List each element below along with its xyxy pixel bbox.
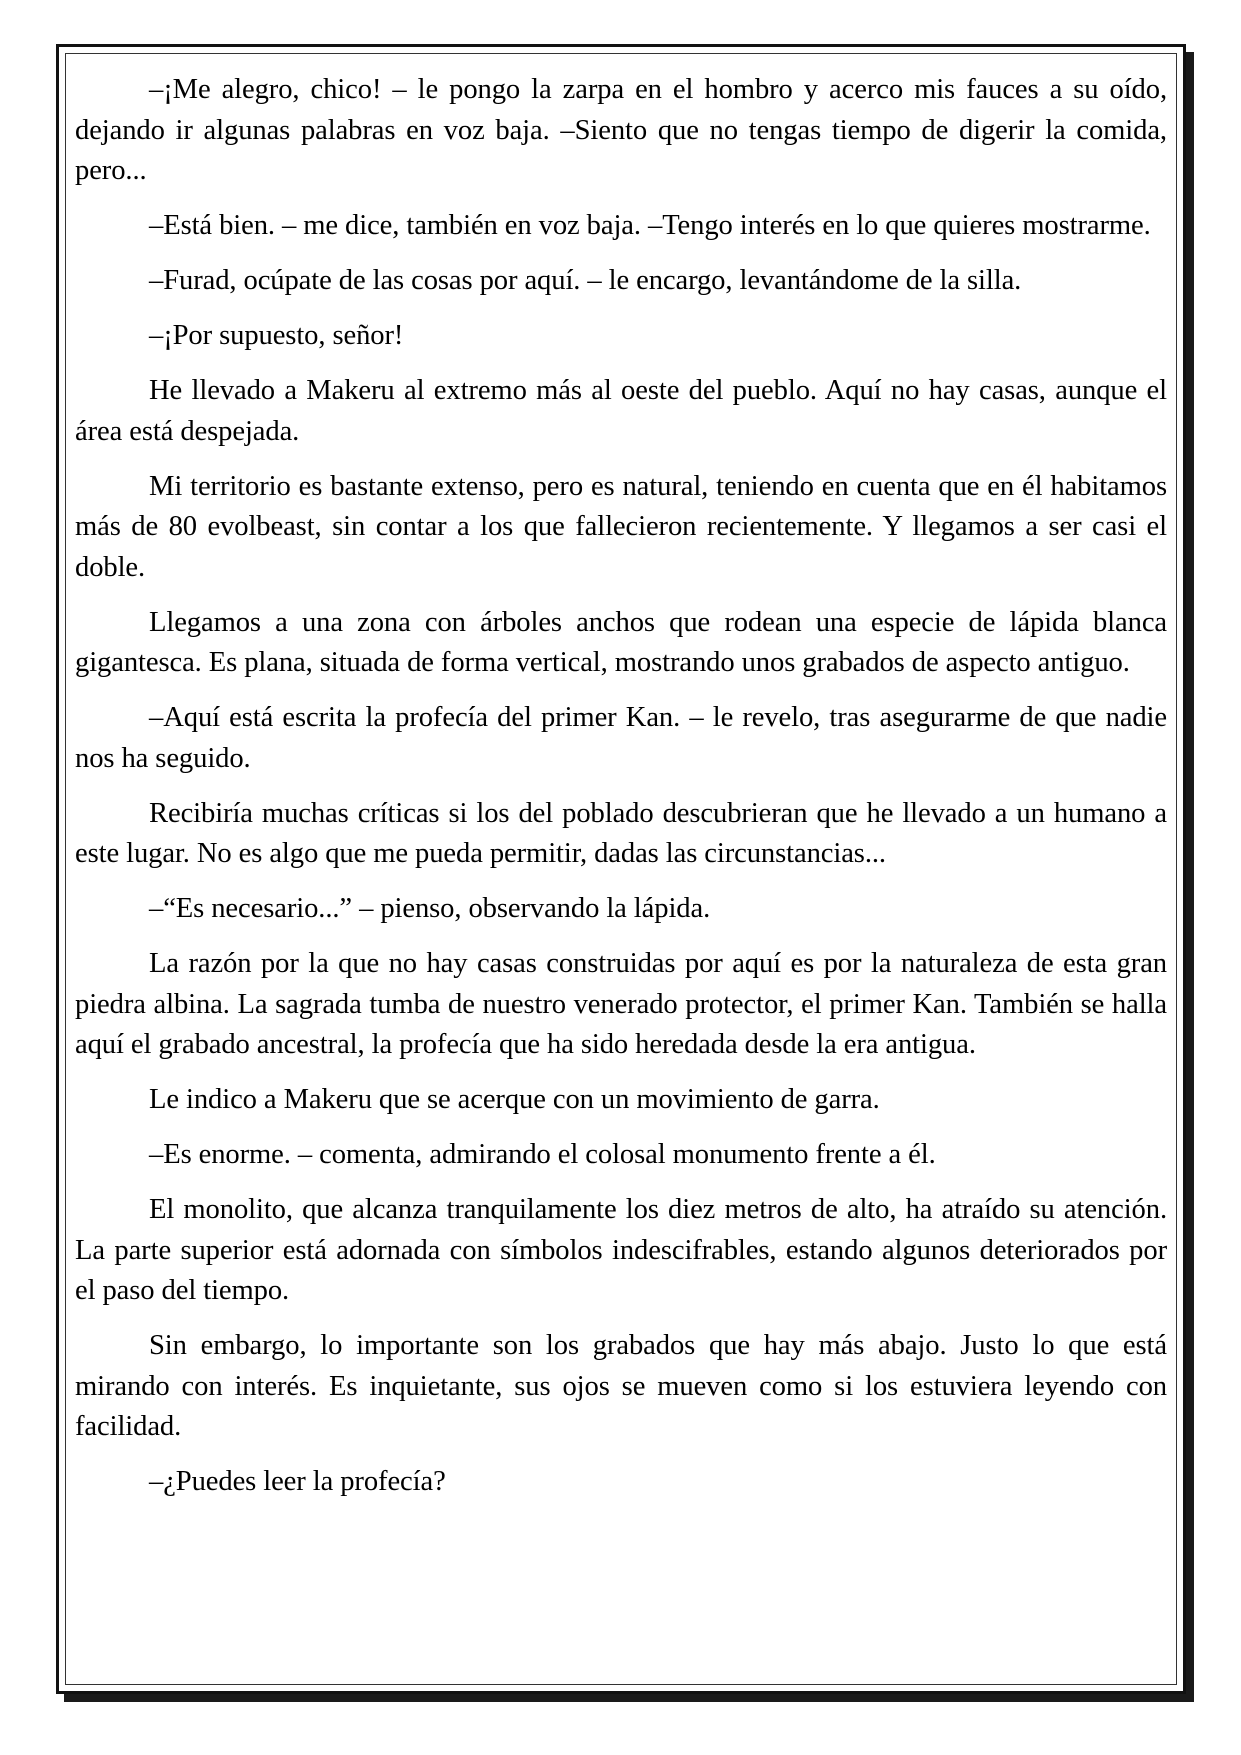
paragraph: –¿Puedes leer la profecía? [149, 1466, 446, 1497]
paragraph: He llevado a Makeru al extremo más al oeste del pueblo. Aquí no hay casas, aunque el área está despejada. [75, 375, 1167, 447]
paragraph: La razón por la que no hay casas construidas por aquí es por la naturaleza de esta gran piedra albina. La sagrada tumba de nuestro venerado protector, el primer Kan. También se halla aquí el grabado ancestral, la profecía que ha sido heredada desde la era antigua. [75, 948, 1167, 1060]
paragraph: –Aquí está escrita la profecía del primer Kan. – le revelo, tras asegurarme de que nadie nos ha seguido. [75, 702, 1167, 774]
paragraph: –¡Me alegro, chico! – le pongo la zarpa en el hombro y acerco mis fauces a su oído, dejando ir algunas palabras en voz baja. –Siento que no tengas tiempo de digerir la comida, pero... [75, 74, 1167, 186]
document-body [75, 70, 1167, 1503]
paragraph: El monolito, que alcanza tranquilamente los diez metros de alto, ha atraído su atención. La parte superior está adornada con símbolos indescifrables, estando algunos deteriorados por el paso del tiempo. [75, 1194, 1167, 1306]
paragraph: Recibiría muchas críticas si los del poblado descubrieran que he llevado a un humano a este lugar. No es algo que me pueda permitir, dadas las circunstancias... [75, 797, 1167, 869]
paragraph: –¡Por supuesto, señor! [149, 320, 404, 351]
paragraph: –Furad, ocúpate de las cosas por aquí. – le encargo, levantándome de la silla. [149, 265, 1022, 296]
paragraph: Mi territorio es bastante extenso, pero es natural, teniendo en cuenta que en él habitamos más de 80 evolbeast, sin contar a los que fallecieron recientemente. Y llegamos a ser casi el doble. [75, 470, 1167, 583]
paragraph: Le indico a Makeru que se acerque con un movimiento de garra. [149, 1084, 880, 1115]
paragraph: –Es enorme. – comenta, admirando el colosal monumento frente a él. [149, 1139, 936, 1170]
paragraph: –“Es necesario...” – pienso, observando la lápida. [149, 893, 711, 924]
paragraph: –Está bien. – me dice, también en voz baja. –Tengo interés en lo que quieres mostrarme. [149, 210, 1151, 241]
paragraph: Sin embargo, lo importante son los grabados que hay más abajo. Justo lo que está mirando con interés. Es inquietante, sus ojos se mueven como si los estuviera leyendo con facilidad. [75, 1330, 1167, 1442]
paragraph: Llegamos a una zona con árboles anchos que rodean una especie de lápida blanca gigantesca. Es plana, situada de forma vertical, mostrando unos grabados de aspecto antiguo. [75, 606, 1167, 678]
